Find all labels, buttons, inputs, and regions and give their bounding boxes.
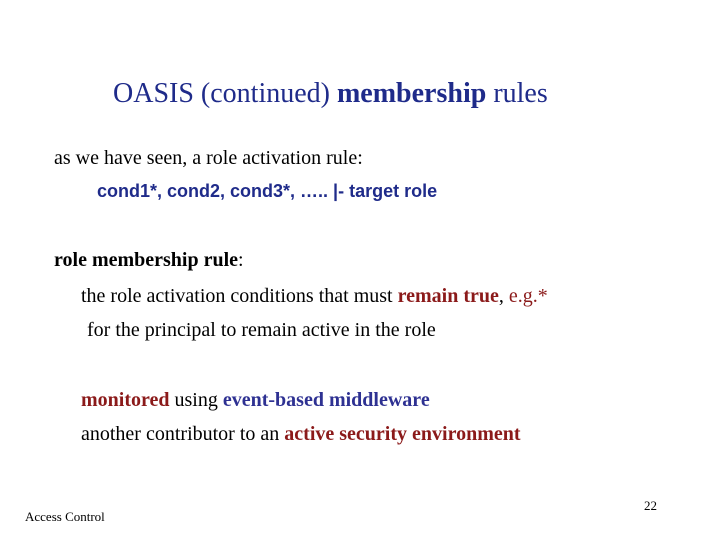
monitoring-line-2 [81,423,521,446]
membership-line1-sep: , [498,285,509,307]
footer-left: Access Control [25,509,105,524]
monitoring-middle: using [169,389,223,411]
monitoring-red-term: monitored [81,389,170,411]
monitoring-line2-red-term: active security environment [284,423,521,445]
monitoring-blue-term: event-based middleware [222,389,430,411]
membership-line-1 [81,285,548,308]
monitoring-line2-prefix: another contributor to an [81,423,285,445]
monitoring-line-1 [81,389,430,412]
title-prefix: OASIS (continued) [113,78,337,109]
membership-heading-suffix: : [238,249,244,271]
membership-line1-eg: e.g.* [508,285,548,307]
membership-heading-bold: role membership rule [54,249,239,271]
page-number: 22 [644,498,657,513]
title-bold-word: membership [336,78,487,109]
activation-intro: as we have seen, a role activation rule: [54,147,363,169]
membership-line1-emphasis: remain true [397,285,499,307]
activation-rule: cond1*, cond2, cond3*, ….. |- target role [97,181,438,201]
slide-title [113,78,548,110]
membership-heading [54,249,244,272]
membership-line1-prefix: the role activation conditions that must [81,285,398,307]
membership-line-2: for the principal to remain active in the role [87,319,436,341]
title-suffix: rules [486,78,548,109]
